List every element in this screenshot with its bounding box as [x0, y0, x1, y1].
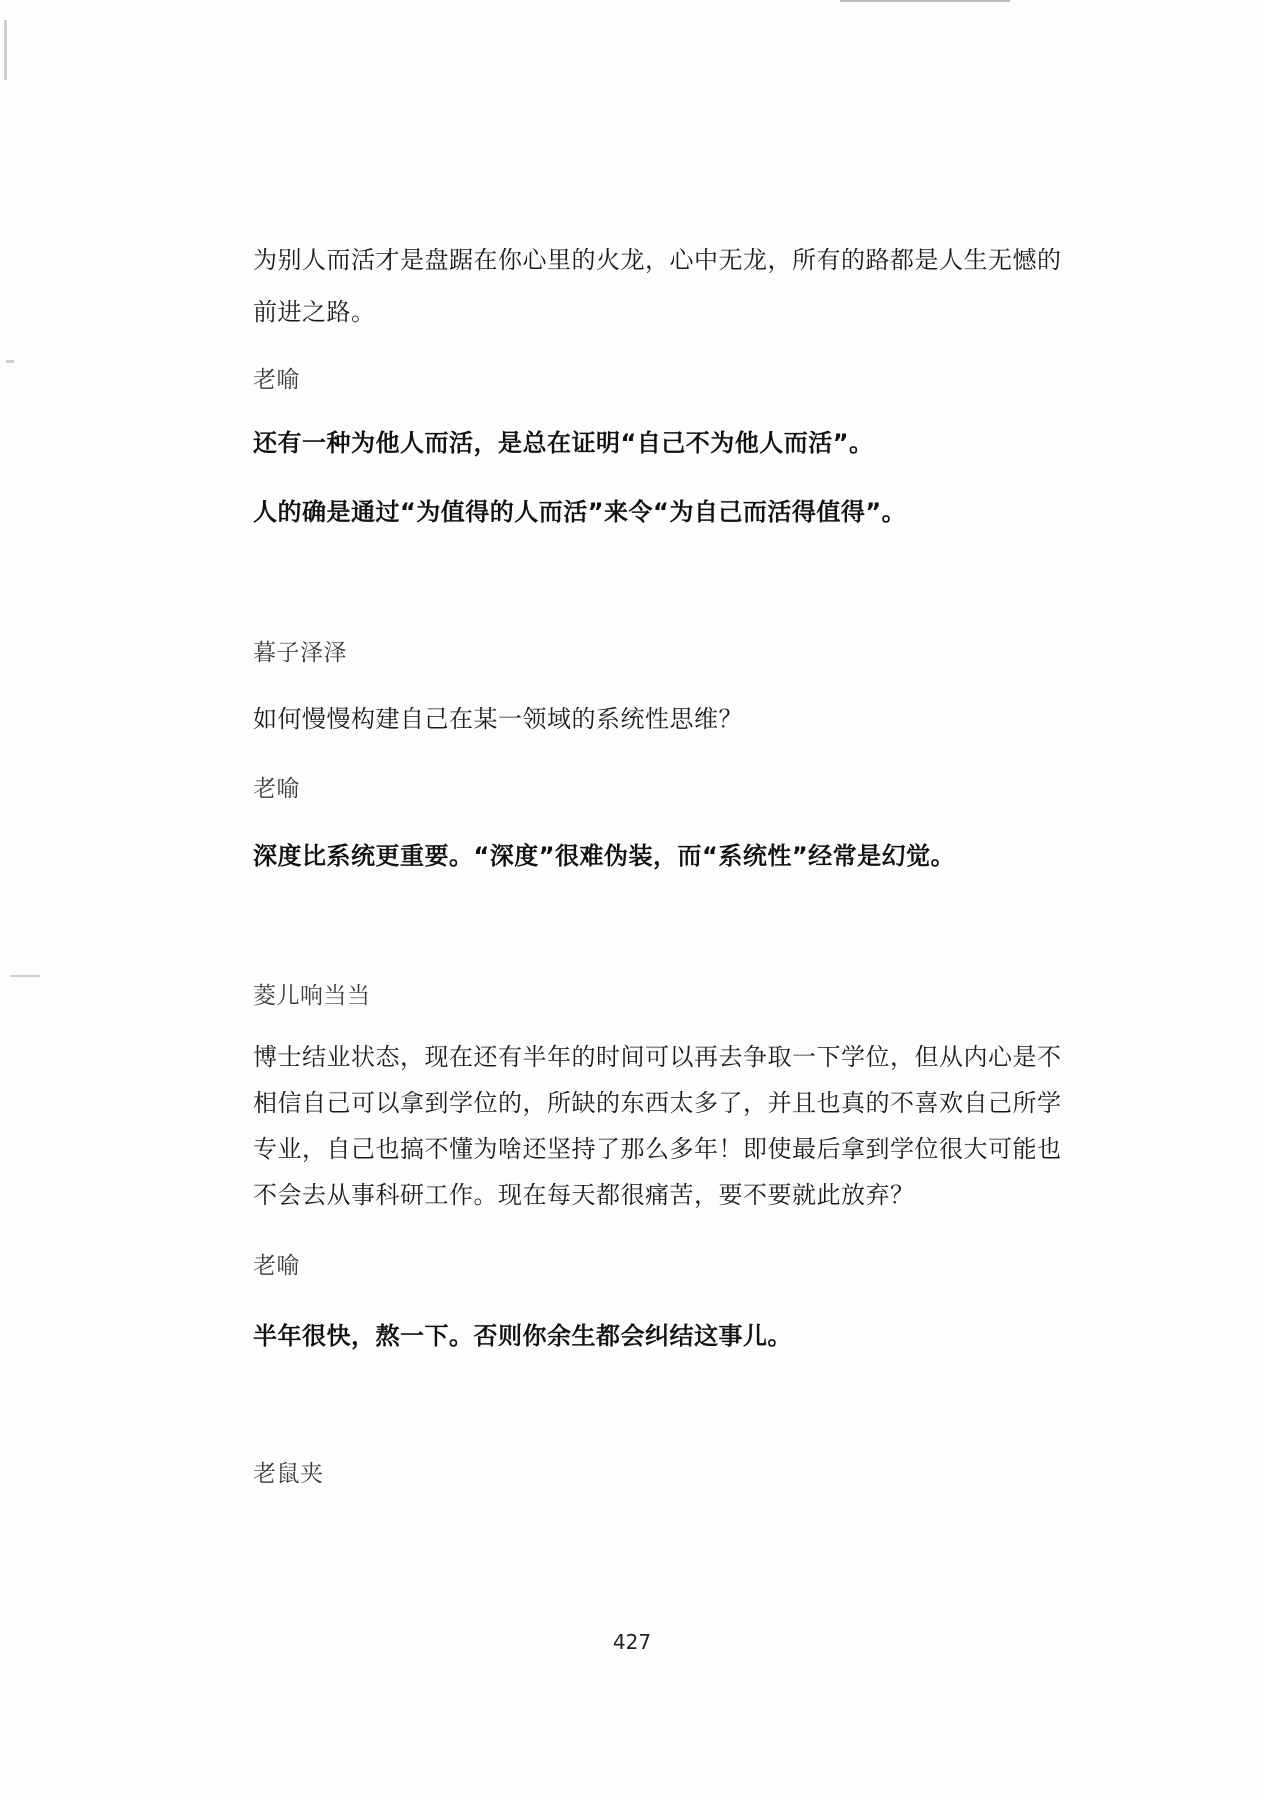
- author-name: 菱儿响当当: [253, 983, 371, 1009]
- question-line: 如何慢慢构建自己在某一领域的系统性思维？: [253, 705, 743, 733]
- question-line: 博士结业状态，现在还有半年的时间可以再去争取一下学位，但从内心是不: [253, 1043, 1062, 1071]
- answer-bold-line: 还有一种为他人而活，是总在证明“自己不为他人而活”。: [253, 429, 874, 457]
- answer-bold-line: 深度比系统更重要。“深度”很难伪装，而“系统性”经常是幻觉。: [253, 842, 956, 870]
- scan-edge-mark: [10, 975, 40, 977]
- question-line: 不会去从事科研工作。现在每天都很痛苦，要不要就此放弃？: [253, 1181, 915, 1209]
- question-line: 相信自己可以拿到学位的，所缺的东西太多了，并且也真的不喜欢自己所学: [253, 1089, 1062, 1117]
- author-name: 老喻: [253, 776, 300, 802]
- scan-artifact-rule: [840, 0, 1010, 2]
- scan-edge-mark: [6, 360, 14, 363]
- page-number: 427: [612, 1630, 652, 1654]
- author-name: 老喻: [253, 1253, 300, 1279]
- scan-edge-mark: [4, 20, 7, 80]
- answer-bold-line: 人的确是通过“为值得的人而活”来令“为自己而活得值得”。: [253, 498, 907, 526]
- author-name: 老喻: [253, 367, 300, 393]
- author-name: 老鼠夹: [253, 1461, 324, 1487]
- paragraph-line: 前进之路。: [253, 298, 376, 326]
- answer-bold-line: 半年很快，熬一下。否则你余生都会纠结这事儿。: [253, 1322, 792, 1350]
- question-line: 专业，自己也搞不懂为啥还坚持了那么多年！即使最后拿到学位很大可能也: [253, 1135, 1062, 1163]
- author-name: 暮子泽泽: [253, 640, 347, 666]
- paragraph-line: 为别人而活才是盘踞在你心里的火龙，心中无龙，所有的路都是人生无憾的: [253, 246, 1062, 274]
